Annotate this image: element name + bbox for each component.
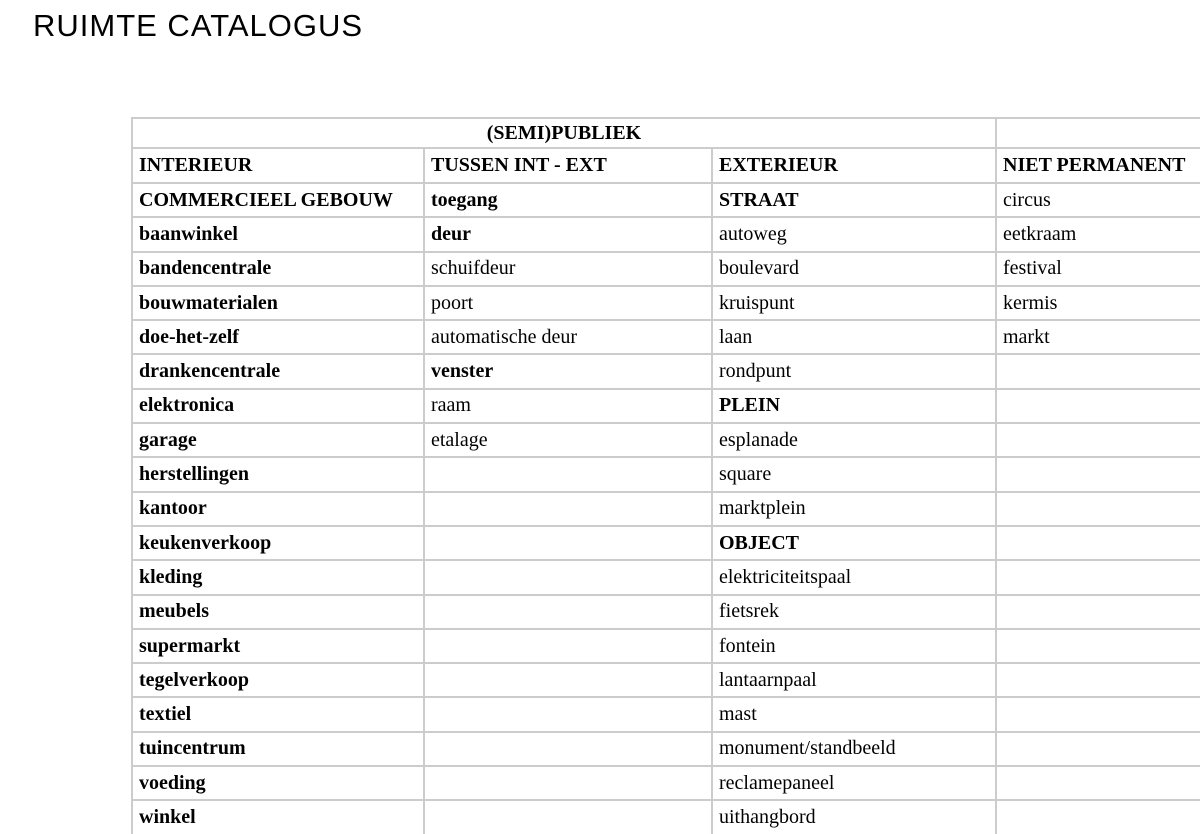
table-cell: doe-het-zelf <box>132 320 424 354</box>
table-row <box>132 320 1200 354</box>
table-cell: etalage <box>424 423 712 457</box>
table-cell: COMMERCIEEL GEBOUW <box>132 183 424 217</box>
table-cell: kermis <box>996 286 1200 320</box>
table-cell: markt <box>996 320 1200 354</box>
table-cell <box>424 697 712 731</box>
table-cell: reclamepaneel <box>712 766 996 800</box>
table-cell: toegang <box>424 183 712 217</box>
table-cell: lantaarnpaal <box>712 663 996 697</box>
table-cell: supermarkt <box>132 629 424 663</box>
table-cell: uithangbord <box>712 800 996 834</box>
table-cell: elektriciteitspaal <box>712 560 996 594</box>
table-row <box>132 800 1200 834</box>
group-header-row <box>132 118 1200 148</box>
space-catalog-table <box>131 117 1200 834</box>
table-cell: rondpunt <box>712 354 996 388</box>
table-row <box>132 663 1200 697</box>
table-cell <box>996 800 1200 834</box>
table-cell: deur <box>424 217 712 251</box>
column-header-row <box>132 148 1200 183</box>
table-cell <box>996 457 1200 491</box>
table-cell: marktplein <box>712 492 996 526</box>
table-cell: garage <box>132 423 424 457</box>
table-row <box>132 217 1200 251</box>
table-cell <box>424 560 712 594</box>
column-header-interieur: INTERIEUR <box>132 148 424 183</box>
table-cell: kruispunt <box>712 286 996 320</box>
table-cell: schuifdeur <box>424 252 712 286</box>
table-cell: fietsrek <box>712 595 996 629</box>
table-row <box>132 252 1200 286</box>
table-cell: winkel <box>132 800 424 834</box>
table-row <box>132 629 1200 663</box>
table-cell: kleding <box>132 560 424 594</box>
table-cell: monument/standbeeld <box>712 732 996 766</box>
table-cell <box>996 526 1200 560</box>
table-cell: eetkraam <box>996 217 1200 251</box>
table-row <box>132 423 1200 457</box>
table-row <box>132 286 1200 320</box>
table-cell: drankencentrale <box>132 354 424 388</box>
table-cell <box>424 457 712 491</box>
table-cell <box>424 663 712 697</box>
table-cell: autoweg <box>712 217 996 251</box>
table-cell <box>996 732 1200 766</box>
table-cell <box>996 492 1200 526</box>
table-cell <box>996 560 1200 594</box>
table-cell <box>996 389 1200 423</box>
table-row <box>132 354 1200 388</box>
table-body <box>132 183 1200 834</box>
table-cell: tegelverkoop <box>132 663 424 697</box>
page-title: RUIMTE CATALOGUS <box>33 8 364 43</box>
table-row <box>132 492 1200 526</box>
table-cell <box>424 800 712 834</box>
table-cell <box>996 766 1200 800</box>
table-cell <box>996 595 1200 629</box>
table-cell: circus <box>996 183 1200 217</box>
table-row <box>132 560 1200 594</box>
table-cell <box>996 354 1200 388</box>
table-cell: automatische deur <box>424 320 712 354</box>
table-row <box>132 766 1200 800</box>
table-cell: fontein <box>712 629 996 663</box>
table-cell: mast <box>712 697 996 731</box>
column-header-tussen-int-ext: TUSSEN INT - EXT <box>424 148 712 183</box>
table-row <box>132 457 1200 491</box>
table-cell: bouwmaterialen <box>132 286 424 320</box>
group-header-cell: (SEMI)PUBLIEK <box>132 118 996 148</box>
table-cell <box>996 663 1200 697</box>
table-cell: meubels <box>132 595 424 629</box>
table-cell: square <box>712 457 996 491</box>
table-cell: baanwinkel <box>132 217 424 251</box>
table-cell <box>424 766 712 800</box>
table-cell: laan <box>712 320 996 354</box>
table-cell <box>424 595 712 629</box>
table-cell: kantoor <box>132 492 424 526</box>
column-header-exterieur: EXTERIEUR <box>712 148 996 183</box>
table-cell: PLEIN <box>712 389 996 423</box>
table-row <box>132 389 1200 423</box>
table-cell <box>996 697 1200 731</box>
table-cell <box>424 492 712 526</box>
table-cell: elektronica <box>132 389 424 423</box>
table-cell <box>424 629 712 663</box>
table-cell: STRAAT <box>712 183 996 217</box>
table-cell: voeding <box>132 766 424 800</box>
group-header-empty-cell <box>996 118 1200 148</box>
table-cell: keukenverkoop <box>132 526 424 560</box>
column-header-niet-permanent: NIET PERMANENT <box>996 148 1200 183</box>
table-cell <box>996 629 1200 663</box>
table-cell: textiel <box>132 697 424 731</box>
table-cell: bandencentrale <box>132 252 424 286</box>
table-cell: esplanade <box>712 423 996 457</box>
table-row <box>132 595 1200 629</box>
table-cell: herstellingen <box>132 457 424 491</box>
table-cell: boulevard <box>712 252 996 286</box>
table-cell <box>996 423 1200 457</box>
table-cell <box>424 526 712 560</box>
space-catalog-table-container <box>131 117 1200 834</box>
table-row <box>132 732 1200 766</box>
table-cell: festival <box>996 252 1200 286</box>
table-cell: tuincentrum <box>132 732 424 766</box>
table-cell: poort <box>424 286 712 320</box>
table-cell <box>424 732 712 766</box>
table-cell: raam <box>424 389 712 423</box>
table-row <box>132 526 1200 560</box>
table-row <box>132 697 1200 731</box>
table-cell: OBJECT <box>712 526 996 560</box>
table-row <box>132 183 1200 217</box>
table-cell: venster <box>424 354 712 388</box>
